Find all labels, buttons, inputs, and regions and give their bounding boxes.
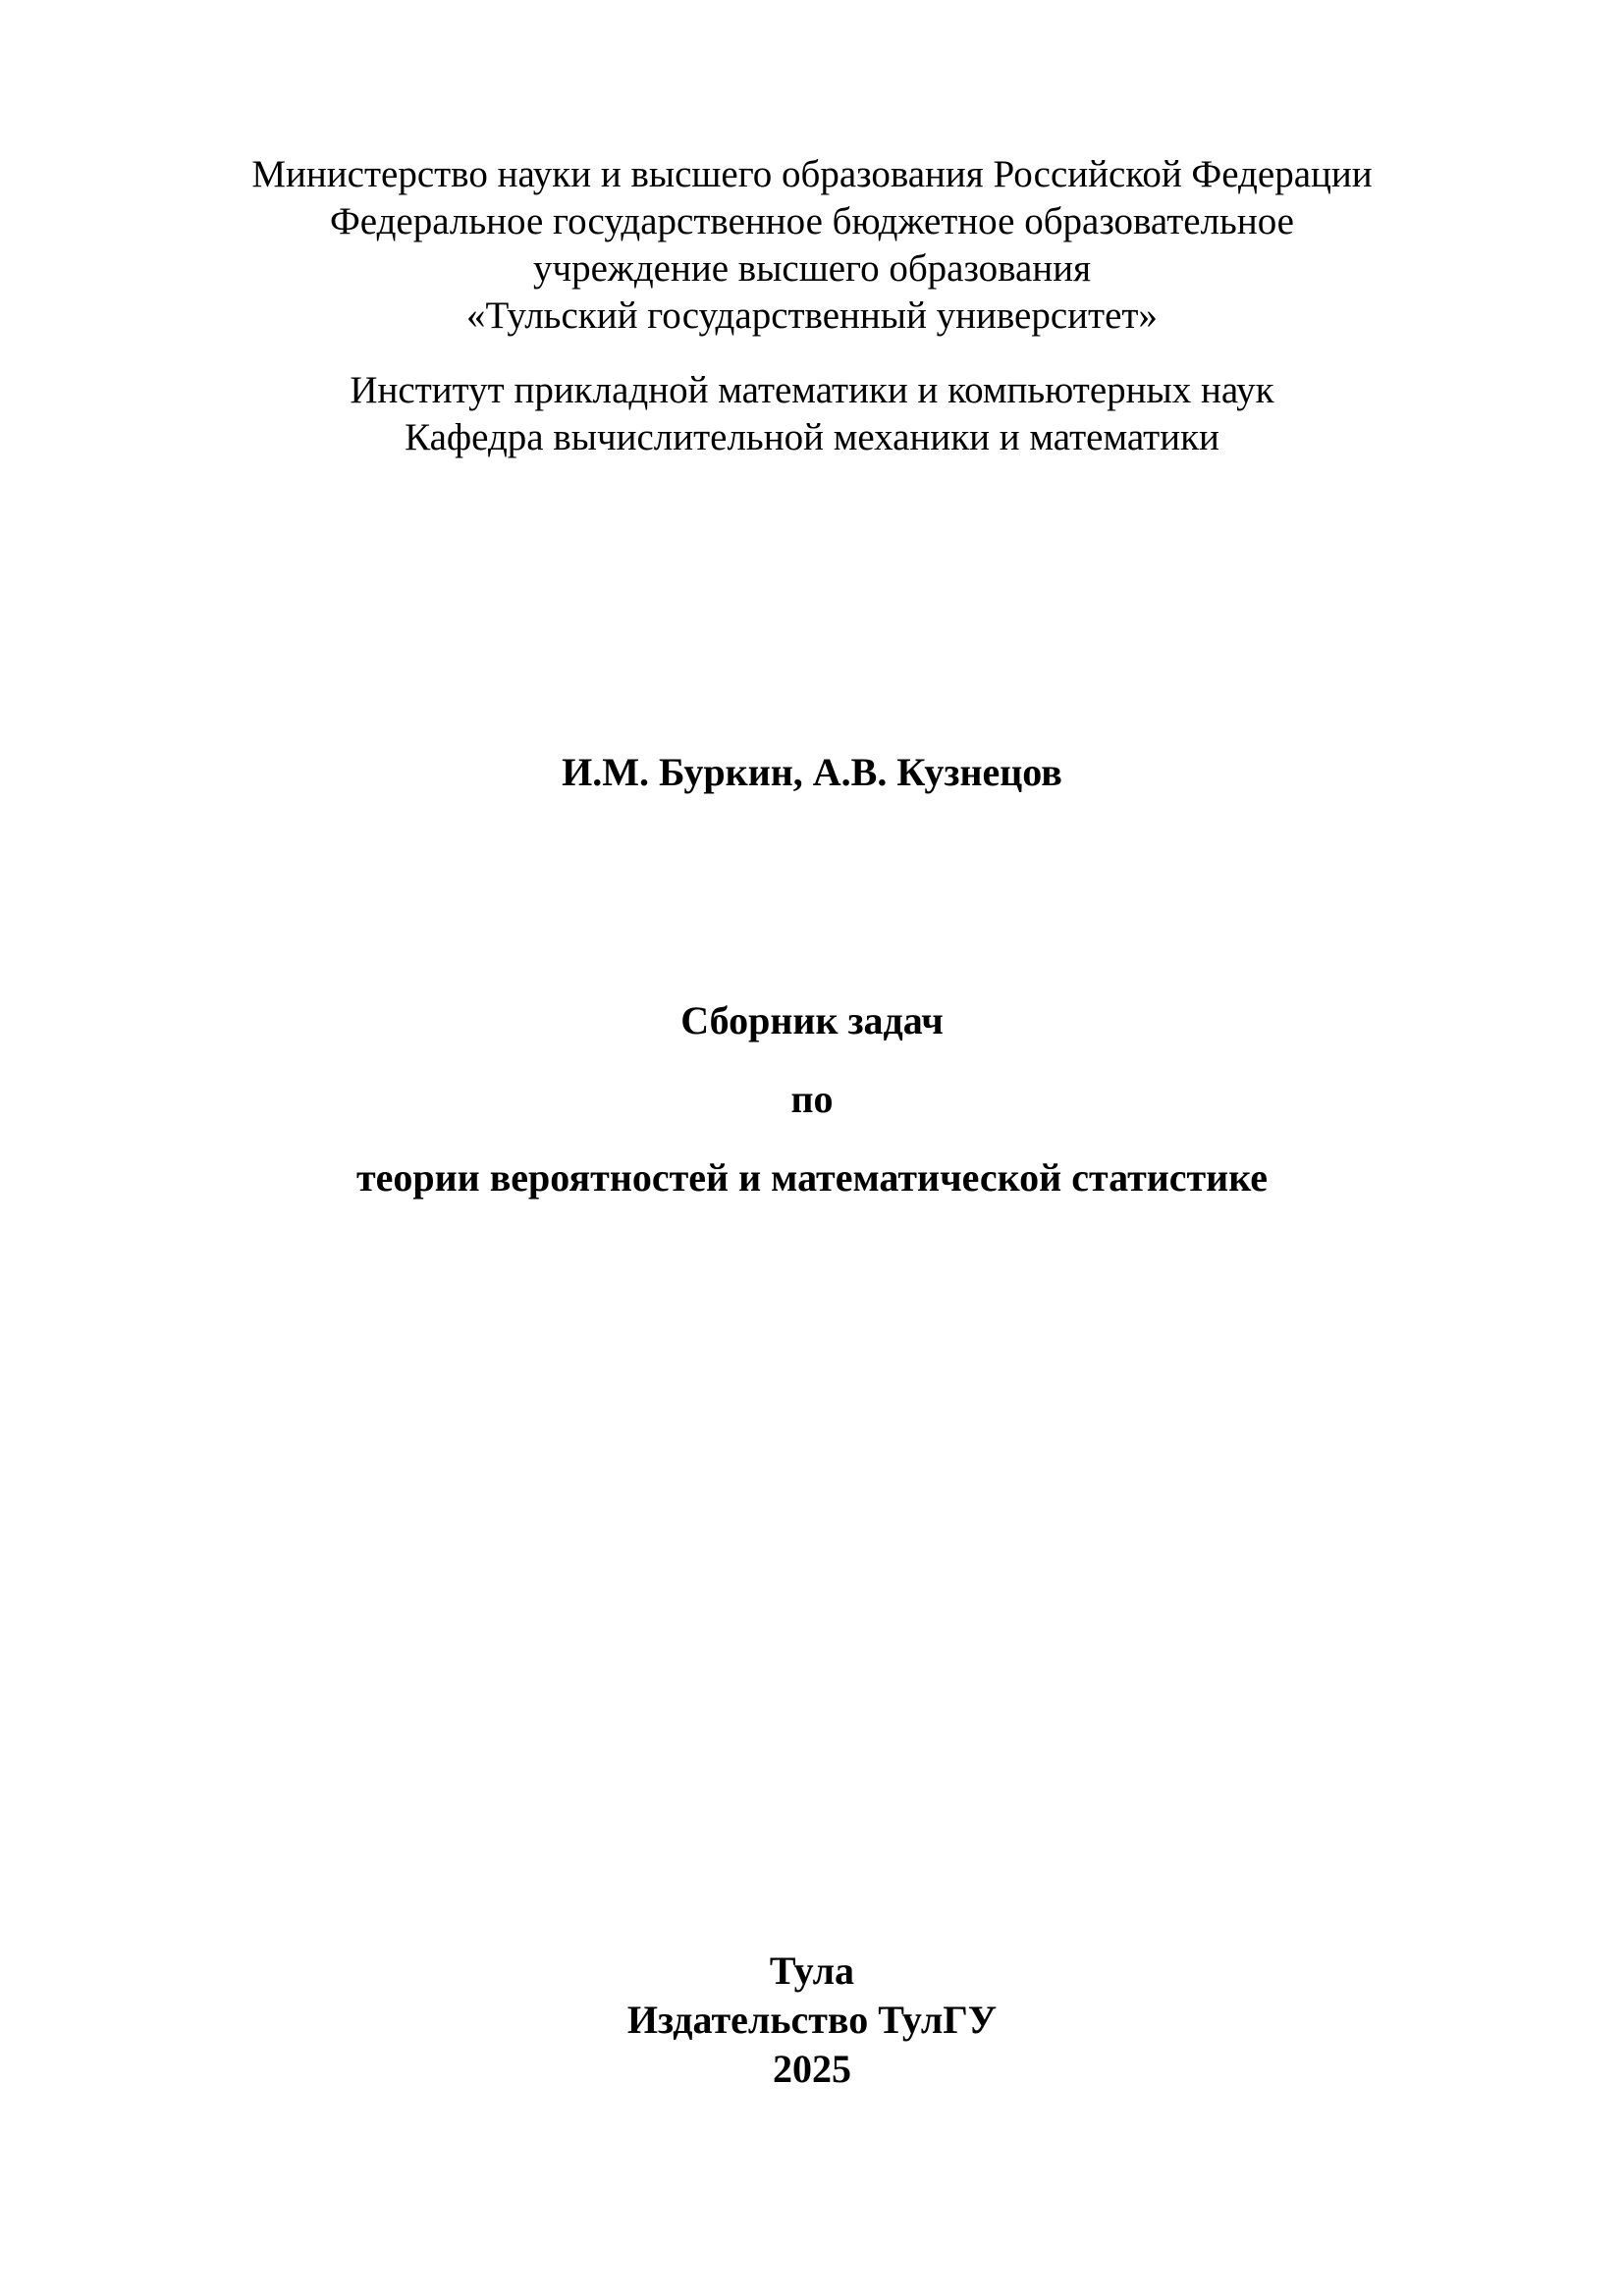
book-title [0,998,1624,1237]
imprint [0,1951,1624,2099]
title-line-1: Сборник задач [680,998,944,1042]
title-line-2: по [790,1077,834,1121]
title-line-3: теории вероятностей и математической статистике [355,1155,1269,1200]
ministry-line-3: учреждение высшего образования [532,247,1092,290]
authors [0,750,1624,794]
ministry-line-1: Министерство науки и высшего образования Российской Федерации [251,153,1373,195]
ministry-line-2: Федеральное государственное бюджетное образовательное [329,200,1294,242]
imprint-year: 2025 [773,2047,851,2091]
institute-header [0,371,1624,465]
imprint-city: Тула [769,1949,855,1993]
ministry-header [0,155,1624,344]
imprint-publisher: Издательство ТулГУ [626,1998,998,2042]
institute-name: Институт прикладной математики и компьютерных наук [350,369,1274,411]
department-name: Кафедра вычислительной механики и математики [405,416,1219,458]
authors-names: И.М. Буркин, А.В. Кузнецов [562,750,1062,794]
university-name: «Тульский государственный университет» [466,294,1158,337]
